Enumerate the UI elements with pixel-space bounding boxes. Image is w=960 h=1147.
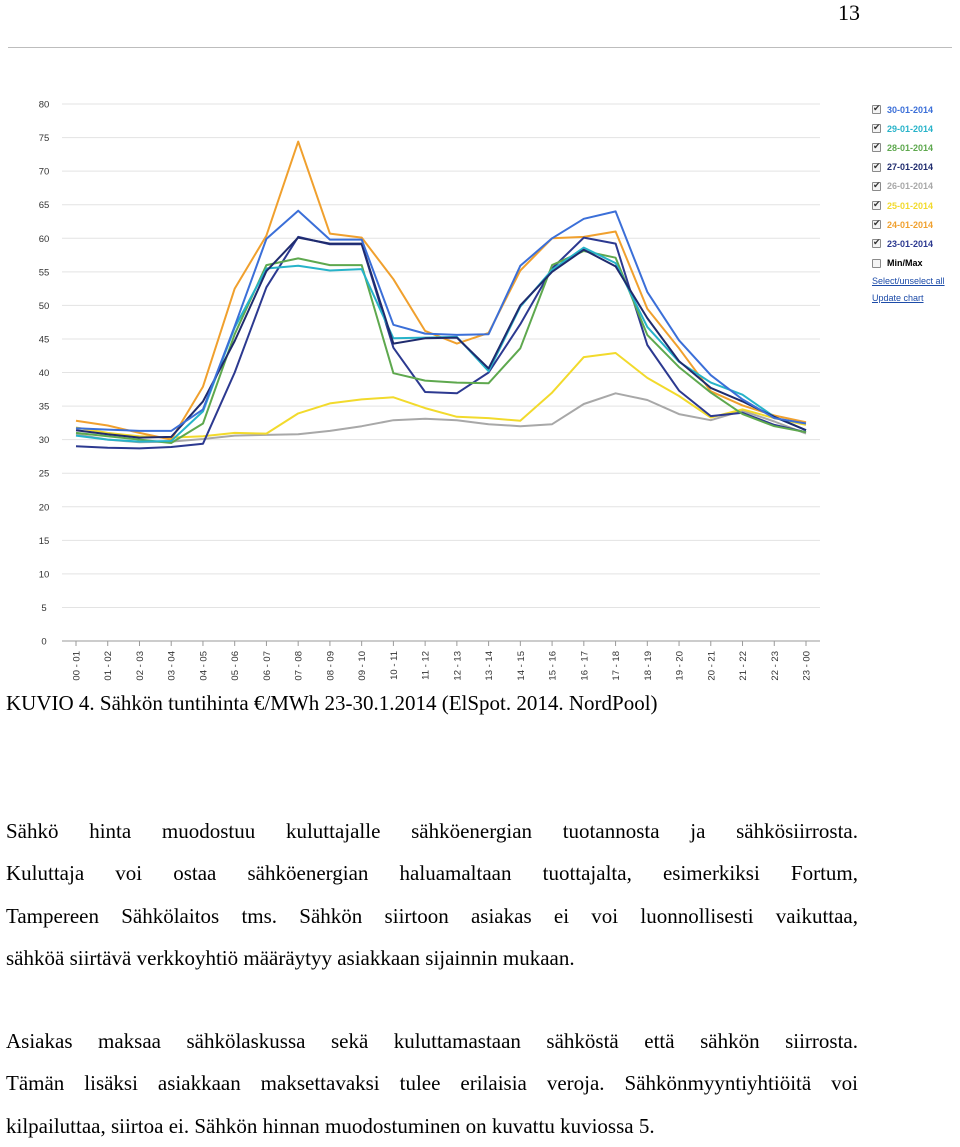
legend-label: 26-01-2014: [887, 181, 934, 192]
price-line-chart: [0, 90, 830, 690]
y-tick-label: 25: [38, 468, 50, 480]
paragraph-line: Tampereen Sähkölaitos tms. Sähkön siirtoon asiakas ei voi luonnollisesti vaikuttaa,: [6, 903, 858, 928]
x-tick-label: 09 - 10: [357, 651, 369, 681]
legend-item[interactable]: [872, 196, 945, 215]
legend-checkbox[interactable]: [872, 220, 881, 229]
legend-checkbox[interactable]: [872, 201, 881, 210]
chart-gridlines: [62, 104, 820, 646]
x-tick-label: 10 - 11: [388, 651, 400, 680]
y-tick-label: 55: [38, 267, 50, 279]
series-line-24-01-2014: [76, 142, 806, 440]
y-tick-label: 65: [38, 200, 50, 212]
x-tick-label: 01 - 02: [103, 651, 115, 681]
legend-label: 28-01-2014: [887, 142, 934, 153]
y-tick-label: 10: [38, 569, 50, 581]
x-axis-ticks: [72, 651, 813, 681]
legend-item[interactable]: [872, 177, 945, 196]
chart-legend: [872, 100, 945, 307]
x-tick-label: 13 - 14: [484, 651, 496, 681]
x-tick-label: 18 - 19: [642, 651, 654, 681]
x-tick-label: 06 - 07: [261, 651, 273, 681]
y-tick-label: 15: [38, 535, 50, 547]
legend-checkbox[interactable]: [872, 259, 881, 268]
legend-checkbox[interactable]: [872, 143, 881, 152]
paragraph-line: sähköä siirtävä verkkoyhtiö määräytyy asiakkaan sijainnin mukaan.: [6, 946, 575, 971]
paragraph-2: [6, 1020, 858, 1147]
series-line-25-01-2014: [76, 353, 806, 438]
y-tick-label: 70: [38, 166, 50, 178]
x-tick-label: 15 - 16: [547, 651, 559, 681]
y-tick-label: 40: [38, 368, 50, 379]
legend-item[interactable]: [872, 100, 945, 119]
page-number: 13: [838, 0, 860, 25]
legend-checkbox[interactable]: [872, 105, 881, 114]
chart-series: [76, 142, 806, 449]
y-tick-label: 50: [38, 300, 50, 312]
legend-label: 25-01-2014: [887, 200, 934, 211]
x-tick-label: 07 - 08: [293, 651, 305, 681]
y-tick-label: 75: [38, 133, 50, 145]
legend-item[interactable]: [872, 158, 945, 177]
legend-item[interactable]: [872, 215, 945, 234]
legend-item[interactable]: [872, 254, 945, 273]
paragraph-1: [6, 810, 858, 980]
y-tick-label: 0: [41, 636, 47, 648]
x-tick-label: 19 - 20: [674, 651, 686, 681]
y-tick-label: 35: [38, 401, 50, 413]
paragraph-line: Tämän lisäksi asiakkaan maksettavaksi tulee erilaisia veroja. Sähkönmyyntiyhtiöitä voi: [6, 1071, 858, 1096]
legend-checkbox[interactable]: [872, 239, 881, 248]
x-tick-label: 04 - 05: [198, 651, 210, 681]
paragraph-line: kilpailuttaa, siirtoa ei. Sähkön hinnan muodostuminen on kuvattu kuviossa 5.: [6, 1113, 655, 1138]
legend-label: Min/Max: [887, 258, 923, 269]
x-tick-label: 23 - 00: [801, 651, 813, 681]
paragraph-line: Sähkö hinta muodostuu kuluttajalle sähköenergian tuotannosta ja sähkösiirrosta.: [6, 819, 858, 843]
x-tick-label: 03 - 04: [166, 651, 178, 681]
legend-item[interactable]: [872, 119, 945, 138]
legend-label: 23-01-2014: [887, 238, 934, 249]
x-tick-label: 12 - 13: [452, 651, 464, 681]
x-tick-label: 14 - 15: [515, 651, 527, 681]
x-tick-label: 20 - 21: [706, 651, 718, 681]
legend-checkbox[interactable]: [872, 124, 881, 133]
series-line-30-01-2014: [76, 211, 806, 431]
x-tick-label: 17 - 18: [611, 651, 623, 681]
y-tick-label: 5: [41, 602, 47, 614]
legend-label: 27-01-2014: [887, 162, 934, 173]
select-unselect-all-link[interactable]: Select/unselect all: [872, 275, 945, 286]
x-tick-label: 08 - 09: [325, 651, 337, 681]
x-tick-label: 16 - 17: [579, 651, 591, 681]
y-tick-label: 20: [38, 502, 50, 514]
x-tick-label: 00 - 01: [71, 651, 83, 681]
y-tick-label: 60: [38, 233, 50, 245]
update-chart-link[interactable]: Update chart: [872, 292, 924, 303]
y-tick-label: 80: [38, 99, 50, 111]
y-tick-label: 45: [38, 334, 50, 346]
y-axis-ticks: [39, 100, 50, 648]
legend-checkbox[interactable]: [872, 182, 881, 191]
paragraph-line: Asiakas maksaa sähkölaskussa sekä kuluttamastaan sähköstä että sähkön siirrosta.: [6, 1029, 858, 1053]
legend-label: 30-01-2014: [887, 104, 934, 115]
legend-checkbox[interactable]: [872, 163, 881, 172]
x-tick-label: 05 - 06: [230, 651, 242, 681]
x-tick-label: 02 - 03: [134, 651, 146, 681]
x-tick-label: 22 - 23: [769, 651, 781, 681]
header-rule: [8, 47, 952, 48]
x-tick-label: 11 - 12: [420, 651, 432, 680]
y-tick-label: 30: [38, 435, 50, 447]
legend-label: 24-01-2014: [887, 219, 934, 230]
legend-label: 29-01-2014: [887, 123, 934, 134]
legend-item[interactable]: [872, 234, 945, 253]
figure-caption: KUVIO 4. Sähkön tuntihinta €/MWh 23-30.1.2014 (ElSpot. 2014. NordPool): [6, 691, 658, 715]
legend-item[interactable]: [872, 138, 945, 157]
paragraph-line: Kuluttaja voi ostaa sähköenergian haluamaltaan tuottajalta, esimerkiksi Fortum,: [6, 861, 858, 886]
x-tick-label: 21 - 22: [738, 651, 750, 681]
